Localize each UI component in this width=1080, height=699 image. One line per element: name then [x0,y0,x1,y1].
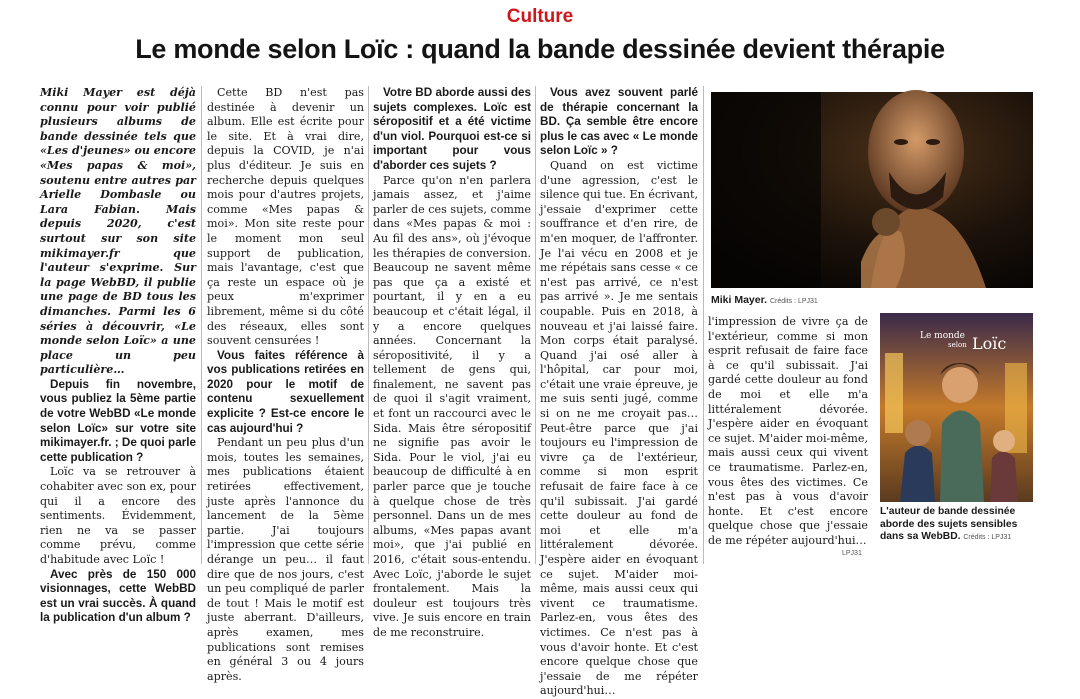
article-flow [540,86,698,699]
comic-cover-image [880,313,1033,502]
interview-answer: Cette BD n'est pas destinée à devenir un album. Elle est écrite pour le site. Et à vrai dire, depuis la COVID, je n'ai plus d'éditeur. Je suis en recherche depuis quelques mois pour d'autres projets, comme «Mes papas & moi». Mon site reste pour le moment mon seul support de publication, mais l'avantage, c'est que ça reste un espace où je peux m'exprimer librement, même si du côté des réseaux, elles sont souvent censurées ! [207,86,364,348]
author-portrait-photo [711,92,1033,288]
column-divider [703,86,704,564]
cover-title-big: Loïc [972,334,1007,353]
interview-question: Depuis fin novembre, vous publiez la 5ème partie de votre WebBD «Le monde selon Loïc» sur votre site mikimayer.fr. ; De quoi parle cette publication ? [40,377,196,464]
cover-caption [880,506,1036,545]
portrait-caption-text: Miki Mayer. [711,294,768,306]
interview-answer: Loïc va se retrouver à cohabiter avec son ex, pour qui il a encore des sentiments. Évidemment, rien ne va se passer comme prévu, comme d'habitude avec Loïc ! [40,465,196,566]
interview-question: Vous avez souvent parlé de thérapie concernant la BD. Ça semble être encore plus le cas avec « Le monde selon Loïc » ? [540,86,698,158]
cover-title-small2: selon [948,341,967,349]
interview-question: Votre BD aborde aussi des sujets complexes. Loïc est séropositif et a été victime d'un viol. Pourquoi est-ce si important pour vous d'aborder ces sujets ? [373,86,531,172]
article-column-1 [40,86,196,625]
column-divider [201,86,202,564]
cover-credit: Crédits : LPJ31 [963,534,1012,542]
article-column-2 [207,86,364,683]
interview-answer: Pendant un peu plus d'un mois, toutes les semaines, mes publications étaient retirées effectivement, juste après l'annonce du lancement de la 5ème partie. J'ai toujours l'impression que cette série dérange un peu… il faut dire que de nos jours, c'est un peu compliqué de parler de tout ! Mais le motif est juste aberrant. D'ailleurs, après examen, mes publications sont remises en général 3 ou 4 jours après. [207,436,364,683]
article-flow [40,86,196,626]
article-headline: Le monde selon Loïc : quand la bande dessinée devient thérapie [135,34,945,64]
portrait-illustration [711,92,1033,288]
section-rubric: Culture [506,6,574,27]
cover-caption-text: L'auteur de bande dessinée aborde des sujets sensibles dans sa WebBD. [880,506,1018,543]
column-divider [368,86,369,564]
article-column-5 [708,315,868,564]
interview-answer: Quand on est victime d'une agression, c'est le silence qui tue. En écrivant, j'essaie d'exprimer cette souffrance et d'en rire, de m'en moquer, de l'affronter. Je l'ai vécu en 2008 et je me répétais sans cesse « ce n'est pas arrivé, ce n'est pas arrivé ». Je me sentais coupable. Puis en 2018, à nouveau et j'ai laissé faire. Mon corps était paralysé. Quand j'ai osé aller à l'hôpital, car pour moi, c'était une vraie épreuve, je me suis senti jugé, comme si on ne me croyait pas… Peut-être parce que j'ai toujours eu l'impression de vivre ça de l'extérieur, comme si mon esprit refusait de faire face à ce qu'il subissait. J'ai gardé cette douleur au fond de moi et elle m'a littéralement dévorée. J'espère aider en évoquant ce sujet. M'aider moi-même, mais aussi ceux qui vivent ce traumatisme. Parlez-en, vous êtes des victimes. Ce n'est pas à vous d'avoir honte. Et c'est encore quelque chose que j'essaie de me répéter aujourd'hui… [540,158,698,698]
author-signature: LPJ31 [842,550,862,557]
interview-question: Avec près de 150 000 visionnages, cette WebBD est un vrai succès. À quand la publication d'un album ? [40,567,196,625]
portrait-credit: Crédits : LPJ31 [769,298,818,305]
interview-question: Vous faites référence à vos publications retirées en 2020 pour le motif de contenu sexuellement explicite ? Est-ce encore le cas aujourd'hui ? [207,348,364,435]
article-column-4 [540,86,698,698]
interview-answer: Parce qu'on n'en parlera jamais assez, et j'aime parler de ces sujets, comme dans «Mes papas & moi : Au fil des ans», où j'évoque les thérapies de conversion. Beaucoup ne savent même pas que ça a existé et pourtant, il y en a eu beaucoup et c'était légal, il y a encore quelques années. Concernant la séropositivité, il y a tellement de gens qui, finalement, ne savent pas de quoi il s'agit vraiment, et font un raccourci avec le Sida. Mais être séropositif ne signifie pas avoir le Sida. Pour le viol, j'ai eu beaucoup de difficulté à en parler parce que je touche à quelque chose de très personnel. Dans un de mes albums, «Mes papas avant moi», que j'ai publié en 2016, c'était sous-entendu. Avec Loïc, j'aborde le sujet frontalement. Mais la douleur est toujours très vive. Je suis encore en train de me reconstruire. [373,173,531,639]
cover-title-small: Le monde [920,331,965,341]
article-flow [373,86,531,641]
interview-answer-continued: l'impression de vivre ça de l'extérieur, comme si mon esprit refusait de faire face à ce qu'il subissait. J'ai gardé cette douleur au fond de moi et elle m'a littéralement dévorée. J'espère aider en évoquant ce sujet. M'aider moi-même, mais aussi ceux qui vivent ce traumatisme. Parlez-en, vous êtes des victimes. Ce n'est pas à vous d'avoir honte. Et c'est encore quelque chose que j'essaie de me répéter aujourd'hui… [708,315,868,547]
article-standfirst: Miki Mayer est déjà connu pour voir publié plusieurs albums de bande dessinée tels que «Les d'jeunes» ou encore «Mes papas & moi», soutenu entre autres par Arielle Dombasle ou Lara Fabian. Mais depuis 2020, c'est surtout sur son site mikimayer.fr que l'auteur s'exprime. Sur la page WebBD, il publie une page de BD tous les dimanches. Parmi les 6 séries à découvrir, «Le monde selon Loïc» a une place un peu particulière… [40,86,196,377]
article-column-3 [373,86,531,639]
portrait-caption [711,294,818,306]
comic-cover-illustration [880,313,1033,502]
column-divider [535,86,536,564]
article-flow [207,86,364,684]
